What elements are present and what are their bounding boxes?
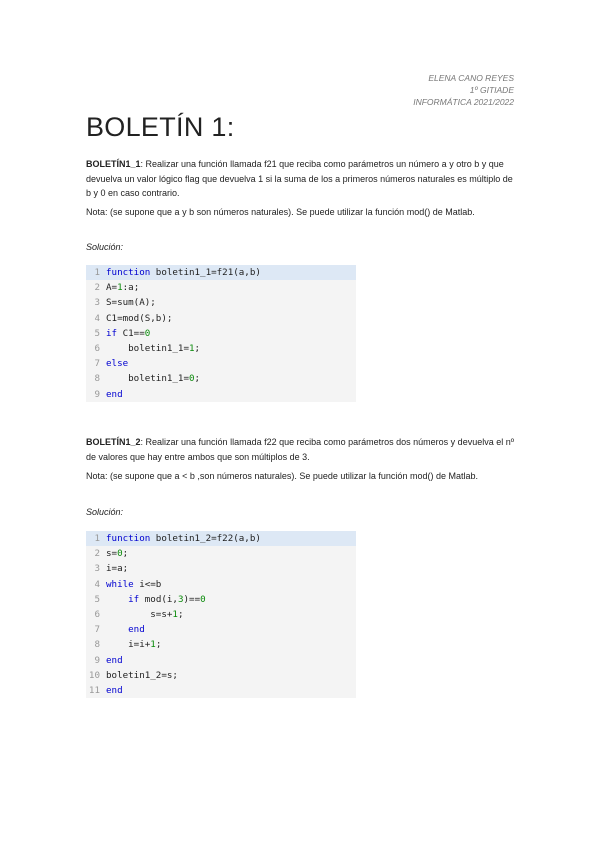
- code-line: [86, 577, 356, 592]
- code-line: [86, 653, 356, 668]
- code-text: end: [106, 654, 123, 666]
- code-text: function boletin1_1=f21(a,b): [106, 267, 261, 278]
- line-number: 7: [94, 624, 100, 636]
- code-line: [86, 280, 356, 295]
- line-number: 4: [94, 312, 100, 324]
- line-number: 10: [88, 669, 100, 681]
- subject-name: INFORMÁTICA 2021/2022: [413, 97, 514, 107]
- line-number: 2: [94, 282, 100, 294]
- code-text: i=i+1;: [106, 639, 162, 651]
- code-line: [86, 683, 356, 698]
- code-text: if mod(i,3)==0: [128, 593, 206, 605]
- code-line: [86, 356, 356, 371]
- line-number: 11: [88, 684, 100, 696]
- code-line: [86, 668, 356, 683]
- code-text: C1=mod(S,b);: [106, 312, 173, 324]
- code-line: [86, 546, 356, 561]
- line-number: 9: [94, 654, 100, 666]
- code-text: end: [106, 388, 123, 400]
- code-line: [86, 265, 356, 280]
- code-line: [86, 295, 356, 310]
- line-number: 1: [94, 267, 100, 278]
- code-line: [86, 371, 356, 386]
- line-number: 9: [94, 388, 100, 400]
- code-line: [86, 637, 356, 652]
- code-line: [86, 311, 356, 326]
- exercise-1-solution-label: Solución:: [86, 242, 124, 252]
- code-text: A=1:a;: [106, 282, 140, 294]
- code-text: boletin1_1=1;: [106, 342, 201, 354]
- code-text: else: [106, 358, 129, 370]
- code-line: [86, 622, 356, 637]
- exercise-2-label: BOLETÍN1_2: [86, 437, 141, 447]
- exercise-1-code-block: [86, 265, 356, 402]
- code-line: [86, 341, 356, 356]
- exercise-2-solution-label: Solución:: [86, 507, 124, 517]
- code-line: [86, 531, 356, 546]
- document-header: [413, 72, 514, 108]
- code-text: function boletin1_2=f22(a,b): [106, 533, 261, 544]
- code-line: [86, 592, 356, 607]
- course-name: 1º GITIADE: [469, 85, 514, 95]
- line-number: 3: [94, 563, 100, 575]
- code-text: if C1==0: [106, 327, 151, 339]
- code-line: [86, 326, 356, 341]
- code-text: end: [106, 684, 123, 696]
- exercise-2-note: Nota: (se supone que a < b ,son números naturales). Se puede utilizar la función mod() de Matlab.: [86, 471, 478, 481]
- code-text: i=a;: [106, 563, 129, 575]
- author-name: ELENA CANO REYES: [428, 73, 514, 83]
- exercise-1-note: Nota: (se supone que a y b son números naturales). Se puede utilizar la función mod() de Matlab.: [86, 207, 475, 217]
- page-title: BOLETÍN 1:: [86, 112, 235, 142]
- code-text: s=0;: [106, 548, 129, 560]
- line-number: 6: [94, 608, 100, 620]
- line-number: 8: [94, 639, 100, 651]
- code-text: s=s+1;: [106, 608, 184, 620]
- code-line: [86, 607, 356, 622]
- line-number: 8: [94, 373, 100, 385]
- line-number: 5: [94, 593, 100, 605]
- exercise-2-text: : Realizar una función llamada f22 que reciba como parámetros dos números y devuelva el nº de valores que hay entre ambos que son múltiplos de 3.: [86, 437, 515, 462]
- exercise-1-label: BOLETÍN1_1: [86, 159, 141, 169]
- line-number: 4: [94, 578, 100, 590]
- code-text: while i<=b: [106, 578, 162, 590]
- exercise-2-statement: [86, 435, 514, 464]
- code-line: [86, 561, 356, 576]
- exercise-2-code-block: [86, 531, 356, 698]
- code-text: S=sum(A);: [106, 297, 156, 309]
- line-number: 1: [94, 533, 100, 544]
- line-number: 6: [94, 342, 100, 354]
- line-number: 5: [94, 327, 100, 339]
- code-line: [86, 387, 356, 402]
- exercise-1-statement: [86, 157, 514, 201]
- code-text: boletin1_1=0;: [106, 373, 201, 385]
- code-text: end: [128, 624, 145, 636]
- line-number: 7: [94, 358, 100, 370]
- exercise-1-text: : Realizar una función llamada f21 que reciba como parámetros un número a y otro b y que devuelva un valor lógico flag que devuelva 1 si la suma de los a primeros números naturales es múltiplo de b y 0 en caso contrario.: [86, 159, 513, 198]
- code-text: boletin1_2=s;: [106, 669, 178, 681]
- line-number: 3: [94, 297, 100, 309]
- line-number: 2: [94, 548, 100, 560]
